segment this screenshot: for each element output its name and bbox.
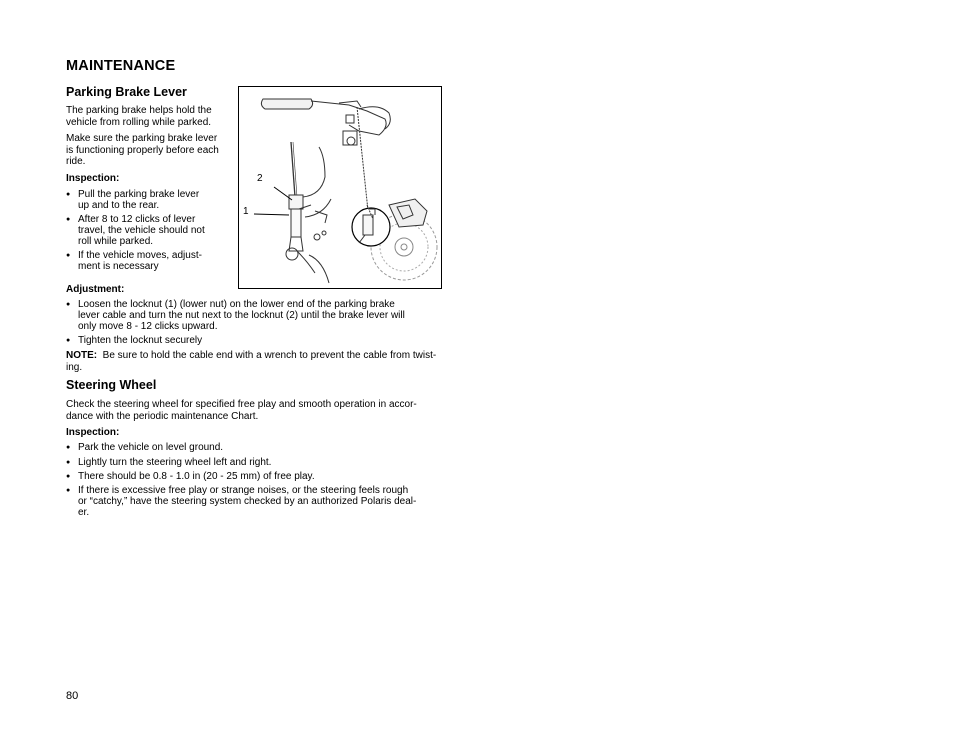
steering-inspection-label: Inspection: [66,427,120,438]
note-line [66,350,450,362]
list-item [66,214,236,248]
text-line: After 8 to 12 clicks of lever [78,214,196,225]
steering-intro [66,399,450,422]
text-line: is functioning properly before each [66,144,219,156]
list-item [66,299,446,333]
list-item [66,335,446,347]
parking-brake-intro-1 [66,105,228,128]
text-line: er. [78,507,90,518]
note-text: Be sure to hold the cable end with a wrench to prevent the cable from twist- [102,350,437,361]
text-line: If the vehicle moves, adjust- [78,250,202,261]
callout-1: 1 [243,206,249,217]
bullet-icon: ● [66,444,71,451]
text-line: ment is necessary [78,261,159,272]
brake-lever-illustration [239,87,443,290]
parking-brake-figure [238,86,442,289]
text-line: Loosen the locknut (1) (lower nut) on the lower end of the parking brake [78,299,395,310]
bullet-icon: ● [66,191,71,198]
adjustment-label: Adjustment: [66,284,125,295]
text-line: Make sure the parking brake lever [66,133,218,144]
bullet-icon: ● [66,487,71,494]
list-item [66,471,446,483]
text-line: up and to the rear. [78,200,160,211]
callout-2: 2 [257,173,263,184]
list-item [66,250,236,274]
text-line: lever cable and turn the nut next to the locknut (2) until the brake lever will [78,310,405,321]
parking-brake-heading: Parking Brake Lever [66,85,187,99]
text-line: dance with the periodic maintenance Chart. [66,410,259,422]
inspection-label: Inspection: [66,173,120,184]
note-label: NOTE: [66,350,98,361]
bullet-icon: ● [66,252,71,259]
parking-brake-intro-2 [66,133,236,168]
list-item [66,485,450,519]
list-item [66,442,446,454]
bullet-icon: ● [66,216,71,223]
page-number: 80 [66,690,79,702]
bullet-icon: ● [66,301,71,308]
steering-heading: Steering Wheel [66,378,157,392]
text-line: If there is excessive free play or strange noises, or the steering feels rough [78,485,409,496]
text-line: There should be 0.8 - 1.0 in (20 - 25 mm) of free play. [78,471,315,482]
text-line: or “catchy,” have the steering system checked by an authorized Polaris deal- [78,496,417,507]
text-line: ride. [66,156,86,167]
text-line: The parking brake helps hold the [66,105,212,116]
text-line: vehicle from rolling while parked. [66,116,212,128]
text-line: only move 8 - 12 clicks upward. [78,321,218,332]
text-line: ing. [66,361,83,373]
page-title: MAINTENANCE [66,58,176,74]
bullet-icon: ● [66,459,71,466]
text-line: Tighten the locknut securely [78,335,203,346]
bullet-icon: ● [66,337,71,344]
text-line: Check the steering wheel for specified free play and smooth operation in accor- [66,399,417,410]
bullet-icon: ● [66,473,71,480]
text-line: travel, the vehicle should not [78,225,205,236]
text-line: roll while parked. [78,236,154,247]
text-line: Park the vehicle on level ground. [78,442,224,453]
list-item [66,457,446,469]
text-line: Lightly turn the steering wheel left and right. [78,457,272,468]
text-line: Pull the parking brake lever [78,189,200,200]
list-item [66,189,236,213]
note [66,350,450,373]
